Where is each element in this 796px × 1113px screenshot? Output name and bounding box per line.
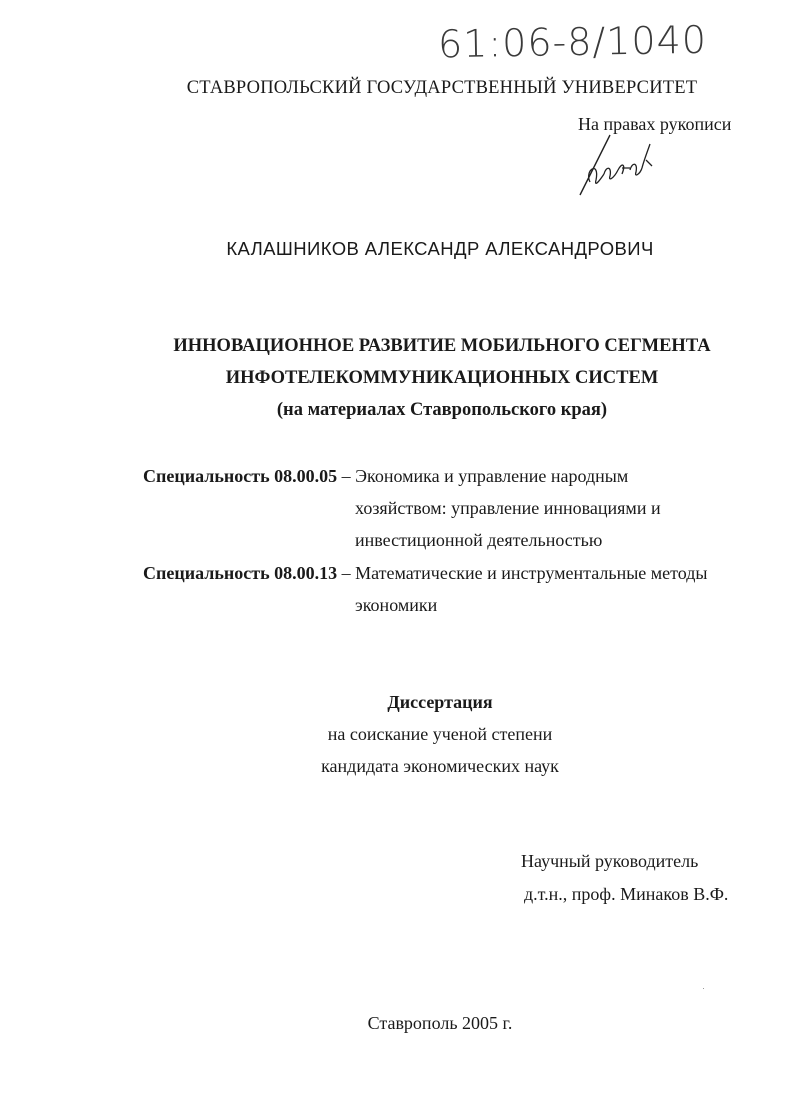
specialty-2: [143, 563, 708, 584]
author-name: КАЛАШНИКОВ АЛЕКСАНДР АЛЕКСАНДРОВИЧ: [226, 238, 654, 259]
handwritten-archive-code: 61:06-8/1040: [437, 17, 708, 67]
author-signature: [570, 130, 670, 200]
specialty-1-line-1: – Экономика и управление народным: [341, 466, 629, 486]
specialty-2-line-1: – Математические и инструментальные методы: [341, 563, 708, 583]
specialty-1: [143, 466, 628, 487]
city-and-year: Ставрополь 2005 г.: [367, 1013, 513, 1033]
specialty-1-line-3: инвестиционной деятельностью: [355, 530, 603, 550]
supervisor-title: Научный руководитель: [521, 851, 699, 871]
dissertation-title-line-2: ИНФОТЕЛЕКОММУНИКАЦИОННЫХ СИСТЕМ: [225, 368, 659, 388]
scan-speck: [703, 988, 704, 989]
specialty-1-line-2: хозяйством: управление инновациями и: [355, 498, 661, 518]
dissertation-title-line-1: ИННОВАЦИОННОЕ РАЗВИТИЕ МОБИЛЬНОГО СЕГМЕНТА: [173, 336, 711, 356]
specialty-1-label: Специальность 08.00.05: [143, 466, 338, 486]
dissertation-type: Диссертация: [387, 692, 493, 712]
manuscript-rights-note: На правах рукописи: [578, 114, 732, 134]
university-name: СТАВРОПОЛЬСКИЙ ГОСУДАРСТВЕННЫЙ УНИВЕРСИТЕТ: [186, 78, 698, 98]
dissertation-subtitle: (на материалах Ставропольского края): [276, 400, 608, 420]
specialty-2-label: Специальность 08.00.13: [143, 563, 338, 583]
degree-line-1: на соискание ученой степени: [327, 724, 553, 744]
specialty-2-line-2: экономики: [355, 595, 438, 615]
supervisor-name: д.т.н., проф. Минаков В.Ф.: [524, 884, 729, 904]
degree-line-2: кандидата экономических наук: [321, 756, 559, 776]
